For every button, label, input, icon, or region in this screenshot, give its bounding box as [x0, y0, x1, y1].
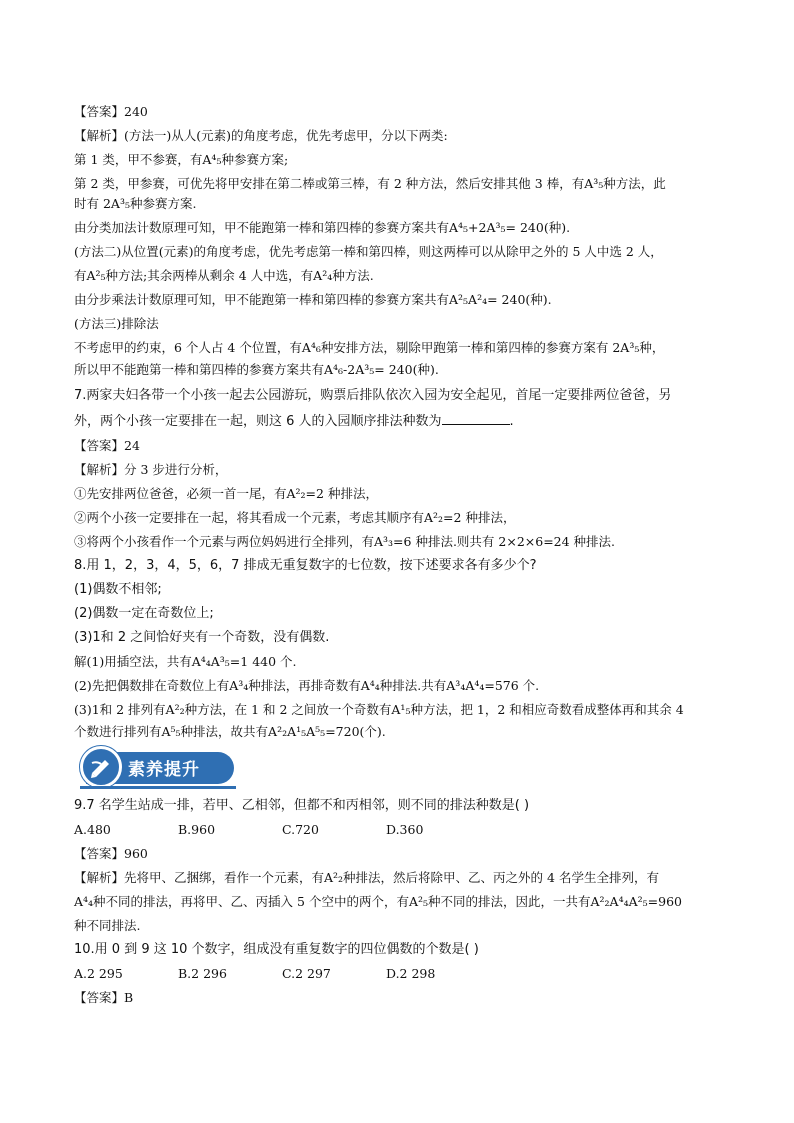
analysis-line: A⁴₄种不同的排法，再将甲、乙、丙插入 5 个空中的两个，有A²₅种不同的排法，因此，一共有A²₂A⁴₄A²₅=960	[74, 894, 682, 909]
answer-line: 【答案】B	[74, 990, 134, 1005]
option-a: A.2 295	[74, 966, 123, 981]
analysis-line: 【解析】分 3 步进行分析，	[74, 462, 228, 477]
analysis-line: ②两个小孩一定要排在一起，将其看成一个元素，考虑其顺序有A²₂=2 种排法，	[74, 510, 516, 525]
answer-blank	[442, 412, 510, 425]
analysis-line: (方法二)从位置(元素)的角度考虑，优先考虑第一棒和第四棒，则这两棒可以从除甲之外的 5 人中选 2 人，	[74, 244, 663, 259]
analysis-line: 时有 2A³₅种参赛方案.	[74, 196, 197, 211]
analysis-line: 第 2 类，甲参赛，可优先将甲安排在第二棒或第三棒，有 2 种方法，然后安排其他 3 棒，有A³₅种方法，此	[74, 176, 666, 191]
answer-line: 【答案】24	[74, 438, 140, 453]
question-7-text: 外，两个小孩一定要排在一起，则这 6 人的入园顺序排法种数为	[74, 414, 442, 429]
question-9-line: 9.7 名学生站成一排，若甲、乙相邻，但都不和丙相邻，则不同的排法种数是( )	[74, 798, 530, 813]
question-7-line: 7.两家夫妇各带一个小孩一起去公园游玩，购票后排队依次入园为安全起见，首尾一定要排两位爸爸，另	[74, 388, 672, 403]
banner-underline	[80, 786, 236, 789]
analysis-line: ①先安排两位爸爸，必须一首一尾，有A²₂=2 种排法，	[74, 486, 378, 501]
analysis-line: (方法三)排除法	[74, 316, 159, 331]
solution-line: 个数进行排列有A⁵₅种排法，故共有A²₂A¹₅A⁵₅=720(个).	[74, 724, 386, 739]
answer-line: 【答案】960	[74, 846, 148, 861]
answer-line: 【答案】240	[74, 104, 148, 119]
analysis-line: 不考虑甲的约束，6 个人占 4 个位置，有A⁴₆种安排方法，剔除甲跑第一棒和第四棒的参赛方案有 2A³₅种，	[74, 340, 665, 355]
analysis-line: 【解析】(方法一)从人(元素)的角度考虑，优先考虑甲，分以下两类:	[74, 128, 448, 143]
question-9-options	[74, 822, 734, 838]
option-c: C.720	[282, 822, 319, 837]
question-8-line: 8.用 1，2，3，4，5，6，7 排成无重复数字的七位数，按下述要求各有多少个?	[74, 558, 537, 573]
analysis-line: 种不同排法.	[74, 918, 141, 933]
option-c: C.2 297	[282, 966, 331, 981]
section-banner	[80, 746, 236, 788]
analysis-line: 【解析】先将甲、乙捆绑，看作一个元素，有A²₂种排法，然后将除甲、乙、丙之外的 4 名学生全排列，有	[74, 870, 659, 885]
analysis-line: 由分类加法计数原理可知，甲不能跑第一棒和第四棒的参赛方案共有A⁴₅+2A³₅= 240(种).	[74, 220, 571, 235]
question-8-part: (2)偶数一定在奇数位上;	[74, 606, 214, 621]
option-b: B.2 296	[178, 966, 227, 981]
question-10-line: 10.用 0 到 9 这 10 个数字，组成没有重复数字的四位偶数的个数是( )	[74, 942, 479, 957]
question-8-part: (3)1和 2 之间恰好夹有一个奇数，没有偶数.	[74, 630, 330, 645]
option-d: D.2 298	[386, 966, 436, 981]
question-7-line: 外，两个小孩一定要排在一起，则这 6 人的入园顺序排法种数为 .	[74, 414, 514, 429]
analysis-line: 由分步乘法计数原理可知，甲不能跑第一棒和第四棒的参赛方案共有A²₅A²₄= 240(种).	[74, 292, 552, 307]
option-d: D.360	[386, 822, 424, 837]
analysis-line: 有A²₅种方法;其余两棒从剩余 4 人中选，有A²₄种方法.	[74, 268, 374, 283]
solution-line: (3)1和 2 排列有A²₂种方法，在 1 和 2 之间放一个奇数有A¹₅种方法，把 1，2 和相应奇数看成整体再和其余 4	[74, 702, 684, 717]
option-b: B.960	[178, 822, 216, 837]
question-10-options	[74, 966, 734, 982]
solution-line: (2)先把偶数排在奇数位上有A³₄种排法，再排奇数有A⁴₄种排法.共有A³₄A⁴₄=576 个.	[74, 678, 540, 693]
solution-line: 解(1)用插空法，共有A⁴₄A³₅=1 440 个.	[74, 654, 297, 669]
banner-title: 素养提升	[128, 760, 200, 780]
pencil-book-icon	[80, 746, 122, 788]
option-a: A.480	[74, 822, 111, 837]
analysis-line: 所以甲不能跑第一棒和第四棒的参赛方案共有A⁴₆-2A³₅= 240(种).	[74, 362, 439, 377]
analysis-line: 第 1 类，甲不参赛，有A⁴₅种参赛方案;	[74, 152, 289, 167]
question-8-part: (1)偶数不相邻;	[74, 582, 162, 597]
analysis-line: ③将两个小孩看作一个元素与两位妈妈进行全排列，有A³₃=6 种排法.则共有 2×2×6=24 种排法.	[74, 534, 616, 549]
